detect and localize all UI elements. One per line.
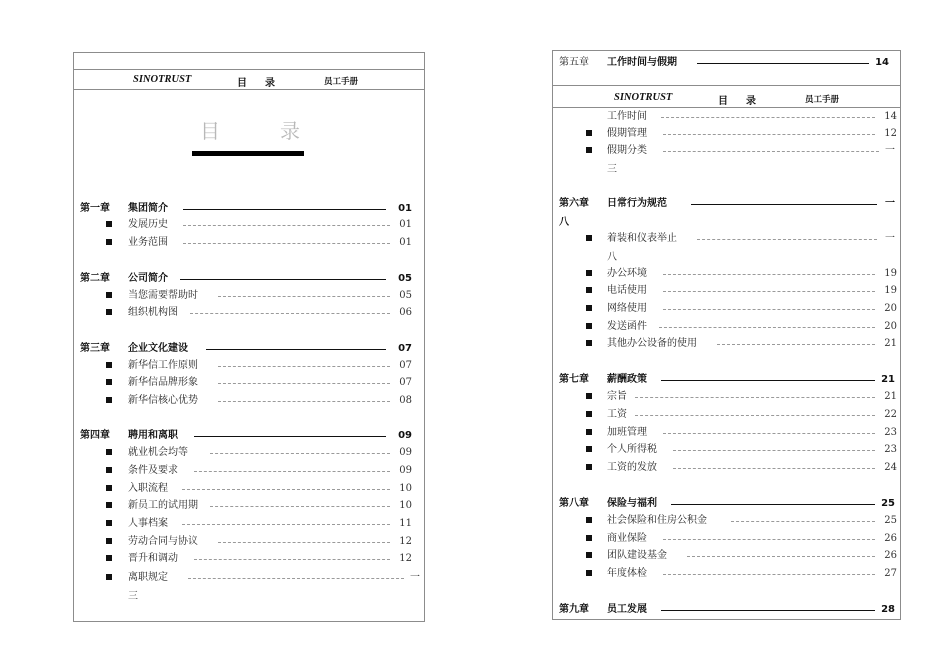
leader-line: [218, 542, 390, 543]
bullet-icon: [106, 362, 112, 368]
item-page: 10: [399, 500, 412, 511]
bullet-icon: [106, 574, 112, 580]
item-page: 01: [399, 219, 412, 230]
toc-item[interactable]: [559, 109, 897, 124]
leader-line: [663, 151, 879, 152]
bullet-icon: [106, 555, 112, 561]
chapter-title: 员工发展: [607, 604, 647, 615]
item-page: 01: [399, 237, 412, 248]
toc-item[interactable]: [80, 305, 420, 320]
chapter-title: 企业文化建设: [128, 343, 188, 354]
item-page: 26: [884, 533, 897, 544]
item-page-continuation: 三: [607, 164, 617, 175]
chapter-number: 第四章: [80, 430, 110, 441]
item-page: 23: [884, 427, 897, 438]
item-title: 个人所得税: [607, 444, 657, 455]
leader-line: [183, 209, 386, 210]
leader-line: [218, 366, 390, 367]
chapter-number: 第一章: [80, 203, 110, 214]
leader-line: [663, 433, 875, 434]
item-page: 08: [399, 395, 412, 406]
chapter-title: 薪酬政策: [607, 374, 647, 385]
toc-item[interactable]: [559, 336, 897, 351]
item-page: 一: [885, 233, 895, 244]
toc-item[interactable]: [80, 516, 420, 531]
bullet-icon: [106, 485, 112, 491]
toc-chapter-5[interactable]: [559, 55, 894, 70]
bullet-icon: [586, 446, 592, 452]
item-page: 11: [399, 518, 412, 529]
item-title: 人事档案: [128, 518, 168, 529]
item-page: 09: [399, 465, 412, 476]
toc-chapter-9[interactable]: [559, 602, 894, 617]
header-handbook: 员工手册: [324, 77, 359, 87]
toc-item[interactable]: [559, 283, 897, 298]
item-page: 05: [399, 290, 412, 301]
bullet-icon: [586, 464, 592, 470]
item-title: 就业机会均等: [128, 447, 188, 458]
toc-item[interactable]: [80, 217, 420, 232]
leader-line: [663, 539, 875, 540]
leader-line: [687, 556, 875, 557]
toc-item[interactable]: [559, 513, 897, 528]
header-brand: SINOTRUST: [614, 92, 673, 103]
item-title: 入职流程: [128, 483, 168, 494]
item-page: 12: [399, 536, 412, 547]
header-handbook: 员工手册: [805, 95, 840, 105]
leader-line: [188, 578, 404, 579]
chapter-number: 第三章: [80, 343, 110, 354]
item-title: 商业保险: [607, 533, 647, 544]
leader-line: [663, 309, 875, 310]
item-title: 电话使用: [607, 285, 647, 296]
leader-line: [183, 225, 390, 226]
toc-item[interactable]: [559, 460, 897, 475]
chapter-title: 日常行为规范: [607, 198, 667, 209]
item-title: 社会保险和住房公积金: [607, 515, 707, 526]
leader-line: [635, 415, 875, 416]
toc-item[interactable]: [559, 266, 897, 281]
chapter-title: 工作时间与假期: [607, 57, 677, 68]
item-title: 假期管理: [607, 128, 647, 139]
chapter-page: 07: [398, 343, 412, 354]
bullet-icon: [586, 411, 592, 417]
chapter-page: 05: [398, 273, 412, 284]
bullet-icon: [586, 552, 592, 558]
item-title: 宗旨: [607, 391, 627, 402]
bullet-icon: [106, 502, 112, 508]
item-page: 12: [884, 128, 897, 139]
toc-chapter-1[interactable]: [80, 201, 420, 216]
header-mu: 目: [718, 96, 728, 107]
item-page: 25: [884, 515, 897, 526]
item-title: 发送函件: [607, 321, 647, 332]
item-page: 06: [399, 307, 412, 318]
leader-line: [673, 468, 875, 469]
toc-item[interactable]: [80, 235, 420, 250]
bullet-icon: [106, 292, 112, 298]
item-page: 26: [884, 550, 897, 561]
bullet-icon: [106, 520, 112, 526]
leader-line: [671, 504, 875, 505]
toc-item[interactable]: [80, 288, 420, 303]
chapter-page: 一: [885, 198, 895, 209]
leader-line: [697, 63, 869, 64]
bullet-icon: [586, 535, 592, 541]
item-page: 22: [884, 409, 897, 420]
item-page: 21: [884, 338, 897, 349]
leader-line: [182, 524, 390, 525]
toc-item[interactable]: [559, 143, 894, 158]
toc-chapter-7[interactable]: [559, 372, 894, 387]
leader-line: [218, 401, 390, 402]
bullet-icon: [106, 449, 112, 455]
chapter-page: 28: [881, 604, 895, 615]
header-bottom-rule: [74, 89, 424, 90]
item-title: 工资的发放: [607, 462, 657, 473]
item-title: 新华信工作原则: [128, 360, 198, 371]
item-page: 07: [399, 360, 412, 371]
item-page: 一: [885, 145, 895, 156]
leader-line: [210, 506, 390, 507]
chapter-page: 25: [881, 498, 895, 509]
leader-line: [194, 471, 390, 472]
header-lu: 录: [265, 78, 275, 89]
leader-line: [673, 450, 875, 451]
item-page: 14: [884, 111, 897, 122]
item-page: 一: [410, 572, 420, 583]
leader-line: [182, 489, 390, 490]
header-lu: 录: [746, 96, 756, 107]
leader-line: [661, 117, 875, 118]
chapter-number: 第八章: [559, 498, 589, 509]
chapter-page: 09: [398, 430, 412, 441]
leader-line: [180, 279, 386, 280]
leader-line: [717, 344, 875, 345]
item-title: 团队建设基金: [607, 550, 667, 561]
header-bottom-rule: [553, 107, 900, 108]
chapter-title: 聘用和离职: [128, 430, 178, 441]
chapter-page: 14: [875, 57, 889, 68]
right-page: [552, 50, 901, 620]
item-title: 离职规定: [128, 572, 168, 583]
chapter-number: 第九章: [559, 604, 589, 615]
toc-item[interactable]: [80, 393, 420, 408]
item-title: 其他办公设备的使用: [607, 338, 697, 349]
item-title: 办公环境: [607, 268, 647, 279]
toc-item[interactable]: [80, 445, 420, 460]
item-title: 当您需要帮助时: [128, 290, 198, 301]
toc-item[interactable]: [80, 570, 420, 585]
leader-line: [210, 453, 390, 454]
leader-line: [663, 134, 875, 135]
item-title: 着装和仪表举止: [607, 233, 677, 244]
chapter-title: 保险与福利: [607, 498, 657, 509]
item-title: 工作时间: [607, 111, 647, 122]
leader-line: [206, 349, 386, 350]
leader-line: [731, 521, 875, 522]
chapter-number: 第五章: [559, 57, 589, 68]
toc-item[interactable]: [80, 498, 420, 513]
toc-chapter-6[interactable]: [559, 196, 894, 211]
chapter-number: 第六章: [559, 198, 589, 209]
toc-item[interactable]: [80, 534, 420, 549]
bullet-icon: [586, 570, 592, 576]
item-page: 20: [884, 321, 897, 332]
chapter-title: 公司简介: [128, 273, 168, 284]
bullet-icon: [106, 467, 112, 473]
item-title: 年度体检: [607, 568, 647, 579]
bullet-icon: [586, 130, 592, 136]
leader-line: [697, 239, 877, 240]
item-title: 加班管理: [607, 427, 647, 438]
big-title-lu: 录: [280, 119, 300, 143]
bullet-icon: [586, 429, 592, 435]
item-title: 工资: [607, 409, 627, 420]
toc-item[interactable]: [559, 548, 897, 563]
toc-item[interactable]: [559, 301, 897, 316]
item-page: 12: [399, 553, 412, 564]
item-title: 晋升和调动: [128, 553, 178, 564]
bullet-icon: [106, 239, 112, 245]
toc-chapter-2[interactable]: [80, 271, 420, 286]
bullet-icon: [586, 393, 592, 399]
item-title: 发展历史: [128, 219, 168, 230]
leader-line: [194, 559, 390, 560]
toc-item[interactable]: [559, 231, 894, 246]
toc-chapter-4[interactable]: [80, 428, 420, 443]
item-title: 新华信品牌形象: [128, 377, 198, 388]
item-title: 条件及要求: [128, 465, 178, 476]
leader-line: [663, 574, 875, 575]
toc-item[interactable]: [559, 126, 897, 141]
item-title: 业务范围: [128, 237, 168, 248]
bullet-icon: [106, 538, 112, 544]
toc-item[interactable]: [80, 481, 420, 496]
toc-item[interactable]: [80, 375, 420, 390]
header-mu: 目: [237, 78, 247, 89]
item-title: 新华信核心优势: [128, 395, 198, 406]
header-top-rule: [74, 69, 424, 70]
toc-item[interactable]: [559, 566, 897, 581]
leader-line: [218, 296, 390, 297]
leader-line: [183, 243, 390, 244]
header-top-rule: [553, 85, 900, 86]
item-page: 24: [884, 462, 897, 473]
chapter-number: 第七章: [559, 374, 589, 385]
bullet-icon: [586, 147, 592, 153]
item-page: 19: [884, 268, 897, 279]
item-title: 劳动合同与协议: [128, 536, 198, 547]
item-page-continuation: 八: [607, 252, 617, 263]
toc-item[interactable]: [80, 463, 420, 478]
leader-line: [663, 274, 875, 275]
item-page: 10: [399, 483, 412, 494]
leader-line: [659, 327, 875, 328]
title-underline-bar: [192, 151, 304, 156]
toc-item[interactable]: [559, 442, 897, 457]
toc-item[interactable]: [559, 425, 897, 440]
item-page-continuation: 三: [128, 591, 138, 602]
toc-item[interactable]: [80, 358, 420, 373]
item-page: 19: [884, 285, 897, 296]
leader-line: [190, 313, 390, 314]
toc-item[interactable]: [80, 551, 420, 566]
bullet-icon: [586, 235, 592, 241]
item-page: 07: [399, 377, 412, 388]
item-title: 新员工的试用期: [128, 500, 198, 511]
chapter-page-continuation: 八: [559, 217, 569, 228]
bullet-icon: [106, 397, 112, 403]
left-page: [73, 52, 425, 622]
bullet-icon: [106, 221, 112, 227]
bullet-icon: [586, 517, 592, 523]
item-page: 27: [884, 568, 897, 579]
item-title: 网络使用: [607, 303, 647, 314]
leader-line: [194, 436, 386, 437]
leader-line: [661, 380, 875, 381]
bullet-icon: [586, 323, 592, 329]
chapter-number: 第二章: [80, 273, 110, 284]
bullet-icon: [106, 379, 112, 385]
item-page: 09: [399, 447, 412, 458]
toc-item[interactable]: [559, 319, 897, 334]
bullet-icon: [586, 305, 592, 311]
leader-line: [635, 397, 875, 398]
toc-chapter-8[interactable]: [559, 496, 894, 511]
item-title: 组织机构图: [128, 307, 178, 318]
toc-item[interactable]: [559, 389, 897, 404]
leader-line: [663, 291, 875, 292]
bullet-icon: [586, 287, 592, 293]
leader-line: [661, 610, 875, 611]
leader-line: [218, 383, 390, 384]
item-page: 21: [884, 391, 897, 402]
chapter-page: 21: [881, 374, 895, 385]
chapter-page: 01: [398, 203, 412, 214]
chapter-title: 集团简介: [128, 203, 168, 214]
bullet-icon: [106, 309, 112, 315]
item-page: 20: [884, 303, 897, 314]
toc-chapter-3[interactable]: [80, 341, 420, 356]
item-page: 23: [884, 444, 897, 455]
bullet-icon: [586, 270, 592, 276]
toc-item[interactable]: [559, 407, 897, 422]
leader-line: [691, 204, 877, 205]
bullet-icon: [586, 340, 592, 346]
big-title-mu: 目: [200, 119, 220, 143]
item-title: 假期分类: [607, 145, 647, 156]
toc-item[interactable]: [559, 531, 897, 546]
header-brand: SINOTRUST: [133, 74, 192, 85]
